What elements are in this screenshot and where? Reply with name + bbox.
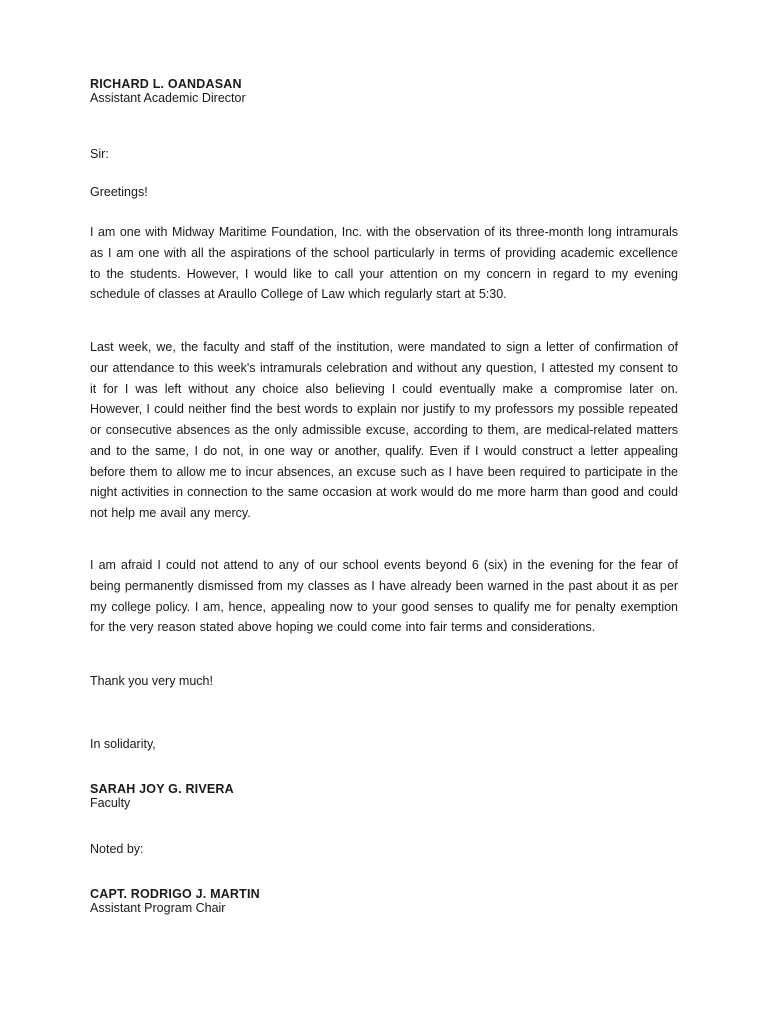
noted-by-label: Noted by: xyxy=(90,842,144,856)
body-paragraph-1: I am one with Midway Maritime Foundation, Inc. with the observation of its three-month long intramurals as I am one with all the aspirations of the school particularly in terms of providing academic excellence to the students. However, I would like to call your attention on my concern in regard to my evening schedule of classes at Araullo College of Law which regularly start at 5:30. xyxy=(90,225,678,302)
closing-line: In solidarity, xyxy=(90,737,156,751)
recipient-block xyxy=(90,77,678,105)
thanks-line: Thank you very much! xyxy=(90,674,213,688)
recipient-name: RICHARD L. OANDASAN xyxy=(90,77,242,91)
sender-title: Faculty xyxy=(90,796,131,810)
sender-block xyxy=(90,782,678,810)
body-paragraph-3: I am afraid I could not attend to any of our school events beyond 6 (six) in the evening for the fear of being permanently dismissed from my classes as I have already been warned in the past about it as per my college policy. I am, hence, appealing now to your good senses to qualify me for penalty exemption for the very reason stated above hoping we could come into fair terms and considerations. xyxy=(90,558,678,635)
sender-name: SARAH JOY G. RIVERA xyxy=(90,782,234,796)
recipient-title: Assistant Academic Director xyxy=(90,91,246,105)
greeting: Greetings! xyxy=(90,185,148,199)
body-paragraph-2: Last week, we, the faculty and staff of the institution, were mandated to sign a letter of confirmation of our attendance to this week's intramurals celebration and without any question, I attested my consent to it for I was left without any choice also believing I could eventually make a compromise later on. However, I could neither find the best words to explain nor justify to my professors my possible repeated or consecutive absences as the only admissible excuse, according to them, are medical-related matters and to the same, I do not, in one way or another, qualify. Even if I would construct a letter appealing before them to allow me to incur absences, an excuse such as I have been required to participate in the night activities in connection to the same occasion at work would do me more harm than good and could not help me avail any mercy. xyxy=(90,340,678,520)
noter-block xyxy=(90,887,678,915)
noter-name: CAPT. RODRIGO J. MARTIN xyxy=(90,887,260,901)
noter-title: Assistant Program Chair xyxy=(90,901,226,915)
salutation: Sir: xyxy=(90,147,109,161)
